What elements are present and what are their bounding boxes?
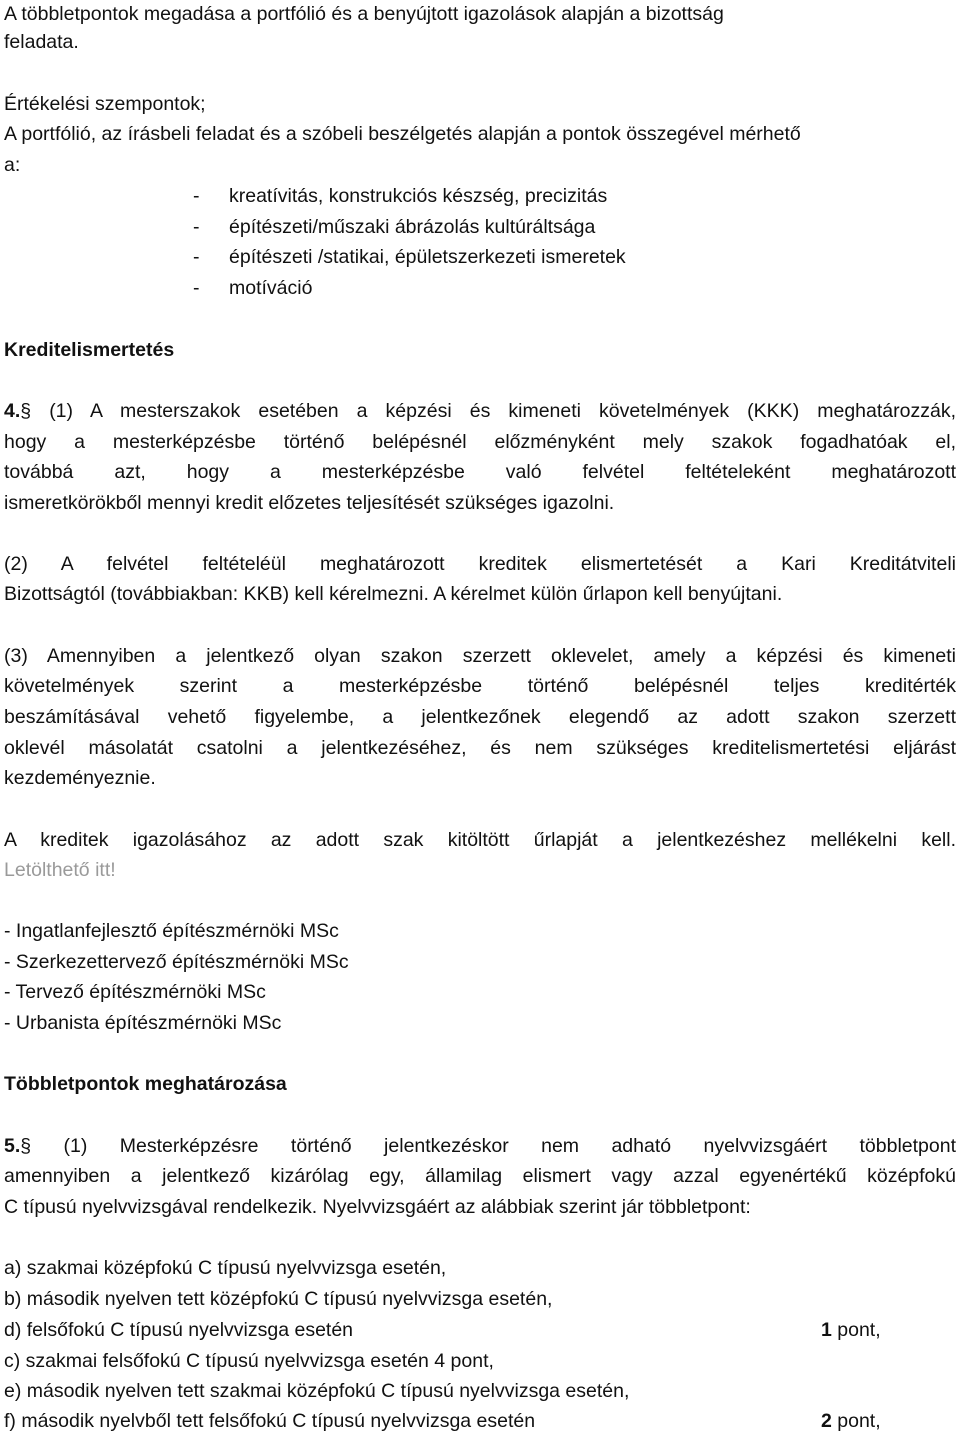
- program-item: - Ingatlanfejlesztő építészmérnöki MSc: [4, 920, 339, 942]
- program-item: - Urbanista építészmérnöki MSc: [4, 1012, 282, 1034]
- bonus-p1-line-1: [4, 1131, 956, 1162]
- points-number: 1: [821, 1319, 832, 1341]
- program-item: - Szerkezettervező építészmérnöki MSc: [4, 951, 349, 973]
- credit-p2-line-1: (2) A felvétel feltételéül meghatározott kreditek elismertetését a Kari Kreditátviteli: [4, 553, 956, 575]
- bullet-dash: -: [193, 246, 200, 268]
- credit-p3-line-4: oklevél másolatát csatolni a jelentkezéséhez, és nem szükséges kreditelismertetési eljárást: [4, 737, 956, 759]
- bonus-list-e: e) második nyelven tett szakmai középfokú C típusú nyelvvizsga esetén,: [4, 1380, 630, 1402]
- credit-p4-line-1: A kreditek igazolásához az adott szak kitöltött űrlapját a jelentkezéshez mellékelni kell.: [4, 829, 956, 851]
- intro-line-2: feladata.: [4, 31, 79, 53]
- criteria-heading: Értékelési szempontok;: [4, 93, 206, 115]
- bonus-list-b: b) második nyelven tett középfokú C típusú nyelvvizsga esetén,: [4, 1288, 553, 1310]
- bullet-dash: -: [193, 216, 200, 238]
- credit-p3-line-1: (3) Amennyiben a jelentkező olyan szakon szerzett oklevelet, amely a képzési és kimeneti: [4, 645, 956, 667]
- credit-p3-line-2: követelmények szerint a mesterképzésbe történő belépésnél teljes kreditérték: [4, 675, 956, 697]
- criteria-lead-1: A portfólió, az írásbeli feladat és a szóbeli beszélgetés alapján a pontok összegével mérhető: [4, 123, 801, 145]
- criteria-item-text: építészeti /statikai, épületszerkezeti ismeretek: [229, 246, 626, 268]
- criteria-item-text: motíváció: [229, 277, 313, 299]
- intro-line-1: A többletpontok megadása a portfólió és a benyújtott igazolások alapján a bizottság: [4, 3, 724, 25]
- download-link[interactable]: Letölthető itt!: [4, 859, 116, 881]
- credit-p3-line-5: kezdeményeznie.: [4, 767, 156, 789]
- criteria-item-text: kreatívitás, konstrukciós készség, precizitás: [229, 185, 608, 207]
- criteria-lead-2: a:: [4, 154, 21, 176]
- bonus-p1-text: (1) Mesterképzésre történő jelentkezéskor nem adható nyelvvizsgáért többletpont: [63, 1135, 956, 1157]
- credit-p1-line-3: továbbá azt, hogy a mesterképzésbe való felvétel feltételeként meghatározott: [4, 461, 956, 483]
- points-unit: pont,: [831, 1410, 881, 1432]
- bonus-p1-line-2: amennyiben a jelentkező kizárólag egy, államilag elismert vagy azzal egyenértékű középfokú: [4, 1165, 956, 1187]
- bonus-list-d-points: [821, 1315, 881, 1345]
- bonus-p1-line-3: C típusú nyelvvizsgával rendelkezik. Nyelvvizsgáért az alábbiak szerint jár többletpont:: [4, 1196, 751, 1218]
- credit-p1-line-2: hogy a mesterképzésbe történő belépésnél előzményként mely szakok fogadhatóak el,: [4, 431, 956, 453]
- section-sign: §: [20, 400, 32, 422]
- bonus-list-f-points: [821, 1406, 881, 1436]
- criteria-item-text: építészeti/műszaki ábrázolás kultúráltsága: [229, 216, 596, 238]
- bonus-list-d: d) felsőfokú C típusú nyelvvizsga esetén: [4, 1319, 354, 1341]
- bullet-dash: -: [193, 185, 200, 207]
- section-number: 4.: [4, 400, 21, 422]
- points-unit: pont,: [831, 1319, 881, 1341]
- credit-p1-line-1: [4, 396, 956, 427]
- section-sign: §: [20, 1135, 32, 1157]
- bonus-list-f: f) második nyelvből tett felsőfokú C típusú nyelvvizsga esetén: [4, 1410, 536, 1432]
- bonus-heading: Többletpontok meghatározása: [4, 1073, 287, 1095]
- program-item: - Tervező építészmérnöki MSc: [4, 981, 266, 1003]
- points-number: 2: [821, 1410, 832, 1432]
- credit-p3-line-3: beszámításával vehető figyelembe, a jelentkezőnek elegendő az adott szakon szerzett: [4, 706, 956, 728]
- bullet-dash: -: [193, 277, 200, 299]
- credit-p2-line-2: Bizottságtól (továbbiakban: KKB) kell kérelmezni. A kérelmet külön űrlapon kell benyújtani.: [4, 583, 783, 605]
- credit-heading: Kreditelismertetés: [4, 339, 175, 361]
- section-number: 5.: [4, 1135, 21, 1157]
- credit-p1-text: (1) A mesterszakok esetében a képzési és kimeneti követelmények (KKK) meghatározzák,: [49, 400, 956, 422]
- bonus-list-a: a) szakmai középfokú C típusú nyelvvizsga esetén,: [4, 1257, 447, 1279]
- credit-p1-line-4: ismeretkörökből mennyi kredit előzetes teljesítését szükséges igazolni.: [4, 492, 615, 514]
- bonus-list-c: c) szakmai felsőfokú C típusú nyelvvizsga esetén 4 pont,: [4, 1350, 494, 1372]
